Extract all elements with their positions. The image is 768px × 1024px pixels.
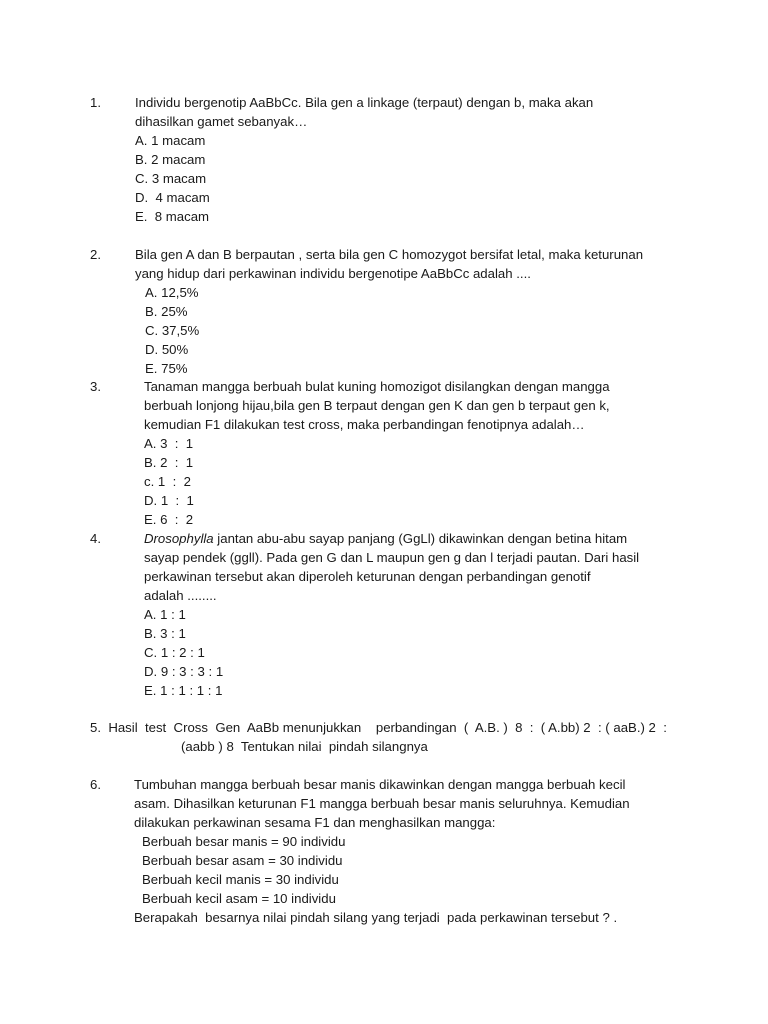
question-number: 3. bbox=[90, 379, 101, 394]
answer-option: E. 6 : 2 bbox=[144, 512, 194, 527]
answer-options bbox=[145, 283, 199, 378]
answer-option: E. 75% bbox=[145, 361, 188, 376]
question-body bbox=[135, 245, 643, 283]
question-text-line: adalah ........ bbox=[144, 588, 217, 603]
answer-option: B. 3 : 1 bbox=[144, 626, 186, 641]
data-item: Berbuah kecil asam = 10 individu bbox=[142, 891, 336, 906]
data-list bbox=[142, 832, 345, 908]
question-text-line: sayap pendek (ggll). Pada gen G dan L maupun gen g dan l terjadi pautan. Dari hasil bbox=[144, 550, 640, 565]
species-name: Drosophylla bbox=[144, 531, 214, 546]
question-body bbox=[144, 377, 610, 529]
answer-option: A. 3 : 1 bbox=[144, 436, 194, 451]
question-number: 6. bbox=[90, 777, 101, 792]
question-text-line: Tumbuhan mangga berbuah besar manis dikawinkan dengan mangga berbuah kecil bbox=[134, 777, 626, 792]
data-item: Berbuah kecil manis = 30 individu bbox=[142, 872, 339, 887]
answer-option: C. 37,5% bbox=[145, 323, 200, 338]
answer-option: D. 50% bbox=[145, 342, 189, 357]
answer-option: D. 4 macam bbox=[135, 190, 210, 205]
question-body bbox=[134, 775, 630, 832]
question-text-line: Tanaman mangga berbuah bulat kuning homozigot disilangkan dengan mangga bbox=[144, 379, 610, 394]
answer-option: E. 8 macam bbox=[135, 209, 210, 224]
question-text-line bbox=[144, 529, 639, 548]
question-text-line: Individu bergenotip AaBbCc. Bila gen a linkage (terpaut) dengan b, maka akan bbox=[135, 95, 594, 110]
question-text-fragment: jantan abu-abu sayap panjang (GgLl) dikawinkan dengan betina hitam bbox=[213, 531, 628, 546]
answer-option: A. 1 macam bbox=[135, 133, 206, 148]
data-item: Berbuah besar manis = 90 individu bbox=[142, 834, 346, 849]
question-text-line: kemudian F1 dilakukan test cross, maka perbandingan fenotipnya adalah… bbox=[144, 417, 585, 432]
question-body bbox=[135, 93, 593, 226]
question-text-line: yang hidup dari perkawinan individu bergenotipe AaBbCc adalah .... bbox=[135, 266, 531, 281]
answer-option: C. 3 macam bbox=[135, 171, 207, 186]
answer-option: A. 12,5% bbox=[145, 285, 199, 300]
question-number: 1. bbox=[90, 95, 101, 110]
answer-option: c. 1 : 2 bbox=[144, 474, 191, 489]
question-text-line: perkawinan tersebut akan diperoleh keturunan dengan perbandingan genotif bbox=[144, 569, 591, 584]
question-text-line: (aabb ) 8 Tentukan nilai pindah silangnya bbox=[181, 739, 428, 754]
answer-option: E. 1 : 1 : 1 : 1 bbox=[144, 683, 223, 698]
question-body bbox=[144, 529, 639, 700]
answer-option: C. 1 : 2 : 1 bbox=[144, 645, 205, 660]
answer-option: A. 1 : 1 bbox=[144, 607, 186, 622]
data-item: Berbuah besar asam = 30 individu bbox=[142, 853, 343, 868]
question-text-line: Berapakah besarnya nilai pindah silang yang terjadi pada perkawinan tersebut ? . bbox=[134, 910, 618, 925]
question-text-line: 5. Hasil test Cross Gen AaBb menunjukkan perbandingan ( A.B. ) 8 : ( A.bb) 2 : ( aaB.) 2 : bbox=[90, 720, 667, 735]
question-number: 4. bbox=[90, 531, 101, 546]
question-text-line: berbuah lonjong hijau,bila gen B terpaut dengan gen K dan gen b terpaut gen k, bbox=[144, 398, 610, 413]
question-text-line: asam. Dihasilkan keturunan F1 mangga berbuah besar manis seluruhnya. Kemudian bbox=[134, 796, 630, 811]
answer-option: B. 2 : 1 bbox=[144, 455, 194, 470]
answer-option: D. 9 : 3 : 3 : 1 bbox=[144, 664, 224, 679]
answer-option: B. 2 macam bbox=[135, 152, 206, 167]
question-body bbox=[90, 718, 667, 737]
question-body-continued bbox=[181, 737, 428, 756]
question-text-line: dihasilkan gamet sebanyak… bbox=[135, 114, 308, 129]
question-number: 2. bbox=[90, 247, 101, 262]
question-text-line: dilakukan perkawinan sesama F1 dan menghasilkan mangga: bbox=[134, 815, 496, 830]
question-text-line: Bila gen A dan B berpautan , serta bila gen C homozygot bersifat letal, maka keturunan bbox=[135, 247, 644, 262]
question-closing bbox=[134, 908, 617, 927]
answer-option: B. 25% bbox=[145, 304, 188, 319]
answer-option: D. 1 : 1 bbox=[144, 493, 194, 508]
